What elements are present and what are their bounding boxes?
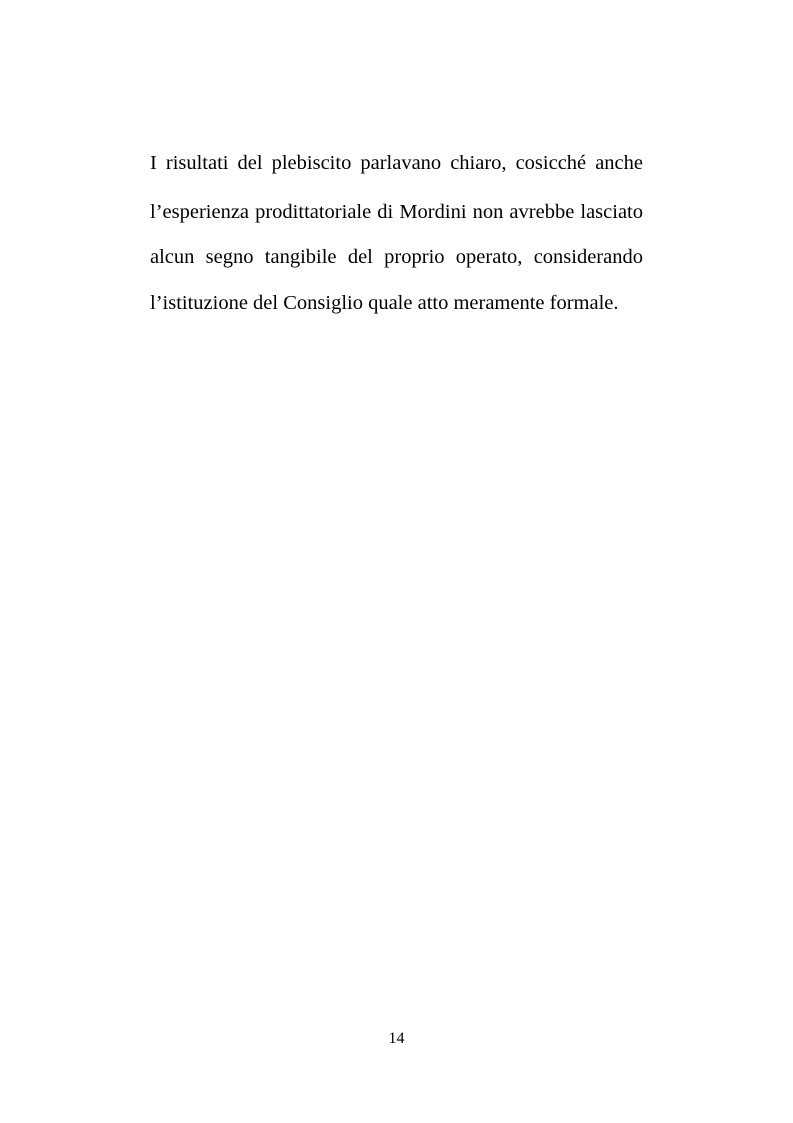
paragraph-line: l’istituzione del Consiglio quale atto meramente formale.: [150, 292, 619, 314]
page-number: 14: [388, 1030, 405, 1047]
paragraph-line: alcun segno tangibile del proprio operato, considerando: [150, 246, 643, 268]
paragraph-line: I risultati del plebiscito parlavano chiaro, cosicché anche: [150, 152, 643, 174]
paragraph-line: l’esperienza prodittatoriale di Mordini non avrebbe lasciato: [150, 201, 643, 223]
